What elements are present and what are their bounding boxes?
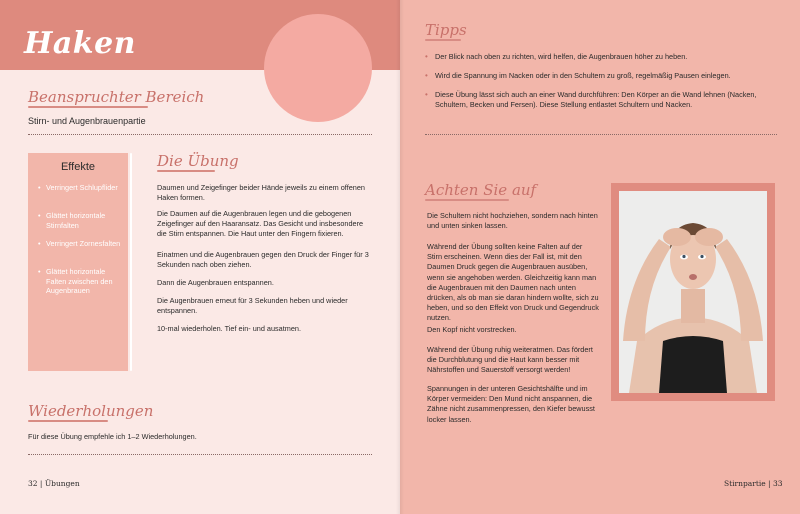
page-title: Haken xyxy=(24,26,136,61)
attention-heading: Achten Sie auf xyxy=(425,181,537,199)
effect-item: • Verringert Zornesfalten xyxy=(38,239,121,248)
divider-top xyxy=(28,134,372,135)
page-footer-right: Stirnpartie | 33 xyxy=(724,479,783,488)
exercise-paragraph: Einatmen und die Augenbrauen gegen den Druck der Finger für 3 Sekunden nach oben ziehen. xyxy=(157,250,369,270)
page-footer-left: 32 | Übungen xyxy=(28,479,80,488)
attention-paragraph: Während der Übung ruhig weiteratmen. Das fördert die Durchblutung und die Haut kann besser mit Nährstoffen und Sauerstoff versorgt werden! xyxy=(427,345,593,375)
attention-paragraph: Den Kopf nicht vorstrecken. xyxy=(427,325,517,334)
exercise-paragraph: Dann die Augenbrauen entspannen. xyxy=(157,278,274,287)
tip-item: • Wird die Spannung im Nacken oder in den Schultern zu groß, regelmäßig Pausen einlegen. xyxy=(425,71,731,80)
tip-item: • Diese Übung lässt sich auch an einer Wand durchführen: Den Körper an die Wand lehnen (Nacken, Schultern, Becken und Fersen). Diese Stellung entlastet Schultern und Nacken. xyxy=(425,90,757,110)
repetitions-text: Für diese Übung empfehle ich 1–2 Wiederholungen. xyxy=(28,432,197,441)
effects-box xyxy=(28,153,128,371)
attention-paragraph: Während der Übung sollten keine Falten auf der Stirn erscheinen. Wenn dies der Fall ist, mit den Daumen Druck gegen die Augenbrauen ausüben, wenn sie angehoben werden. Gleichzeitig kann man die Augenbrauen mit den Daumen nach unten drücken, als ob man sie daran hindern wollte, sich zu heben, und so den Effekt von Druck und Gegendruck nutzen. xyxy=(427,242,599,323)
divider-bottom xyxy=(28,454,372,455)
effects-separator xyxy=(130,153,132,371)
tips-divider xyxy=(425,134,777,135)
tips-heading: Tipps xyxy=(425,21,467,39)
woman-forehead-exercise-photo xyxy=(619,191,767,393)
area-heading: Beanspruchter Bereich xyxy=(28,88,205,106)
attention-paragraph: Die Schultern nicht hochziehen, sondern nach hinten und unten sinken lassen. xyxy=(427,211,598,231)
effect-item: • Verringert Schlupflider xyxy=(38,183,118,192)
area-heading-underline xyxy=(28,106,148,108)
book-gutter xyxy=(396,0,404,514)
repetitions-heading-underline xyxy=(28,420,108,422)
effect-item: • Glättet horizontale Stirnfalten xyxy=(38,211,106,230)
exercise-paragraph: 10-mal wiederholen. Tief ein- und ausatmen. xyxy=(157,324,301,333)
photo-illustration xyxy=(619,191,767,393)
exercise-paragraph: Daumen und Zeigefinger beider Hände jeweils zu einem offenen Haken formen. xyxy=(157,183,365,203)
tips-heading-underline xyxy=(425,39,461,41)
exercise-heading-underline xyxy=(157,170,215,172)
decorative-circle xyxy=(264,14,372,122)
attention-heading-underline xyxy=(425,199,509,201)
exercise-paragraph: Die Augenbrauen erneut für 3 Sekunden heben und wieder entspannen. xyxy=(157,296,348,316)
area-value: Stirn- und Augenbrauenpartie xyxy=(28,116,146,126)
repetitions-heading: Wiederholungen xyxy=(28,402,154,420)
attention-paragraph: Spannungen in der unteren Gesichtshälfte und im Körper vermeiden: Den Mund nicht anspannen, die Zähne nicht zusammenpressen, den Kiefer bewusst locker lassen. xyxy=(427,384,595,424)
tip-item: • Der Blick nach oben zu richten, wird helfen, die Augenbrauen höher zu heben. xyxy=(425,52,688,61)
effects-title: Effekte xyxy=(60,161,96,173)
exercise-heading: Die Übung xyxy=(157,152,239,170)
effect-item: • Glättet horizontale Falten zwischen den Augenbrauen xyxy=(38,267,113,296)
exercise-paragraph: Die Daumen auf die Augenbrauen legen und die gebogenen Zeigefinger auf den Haaransatz. Das Gesicht und insbesondere die Stirn entspannen. Die Haut unter den Fingern fixieren. xyxy=(157,209,364,239)
